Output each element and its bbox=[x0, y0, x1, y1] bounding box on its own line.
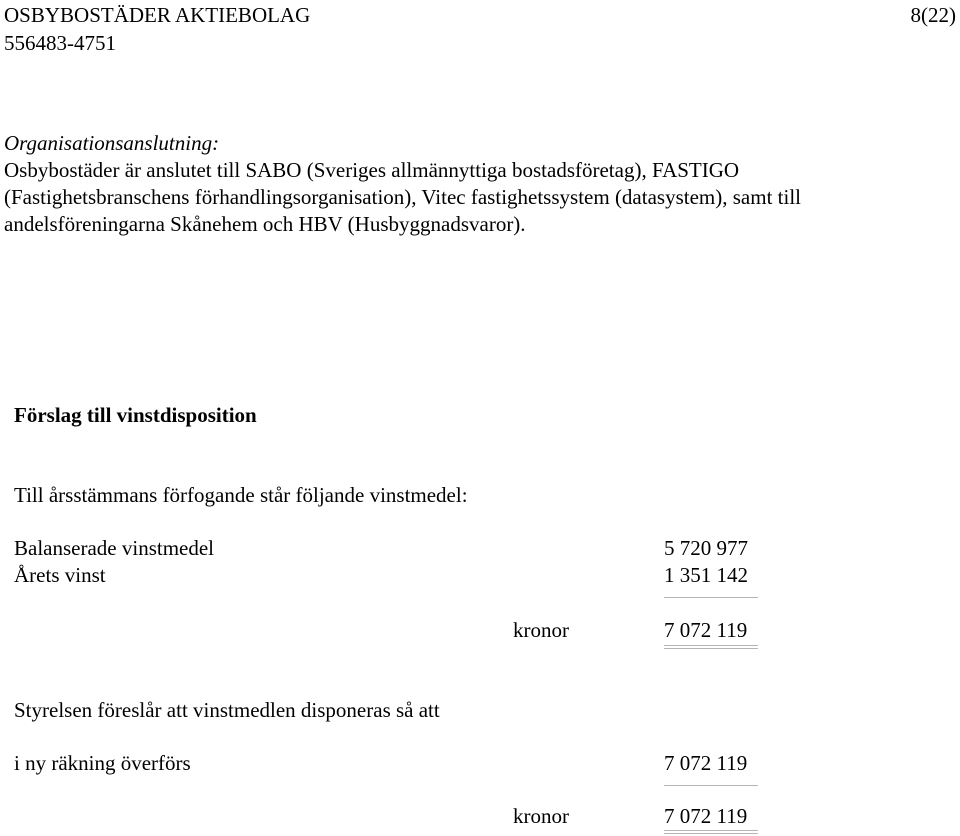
total-double-rule bbox=[664, 645, 758, 649]
item-amount: 1 351 142 bbox=[664, 563, 748, 587]
organisation-line: andelsföreningarna Skånehem och HBV (Husbyggnadsvaror). bbox=[4, 212, 526, 236]
disposition-sum-rule bbox=[664, 785, 758, 786]
total-amount: 7 072 119 bbox=[664, 618, 748, 642]
proposal-intro: Till årsstämmans förfogande står följande vinstmedel: bbox=[14, 483, 468, 507]
org-number: 556483-4751 bbox=[4, 31, 116, 55]
proposal-heading: Förslag till vinstdisposition bbox=[14, 403, 257, 427]
page-number: 8(22) bbox=[910, 3, 956, 27]
item-amount: 5 720 977 bbox=[664, 536, 748, 560]
sum-rule bbox=[664, 597, 758, 598]
disposition-total-double-rule bbox=[664, 830, 758, 834]
organisation-line: Osbybostäder är anslutet till SABO (Sveriges allmännyttiga bostadsföretag), FASTIGO bbox=[4, 158, 740, 182]
total-label: kronor bbox=[513, 618, 569, 642]
item-label: Årets vinst bbox=[14, 563, 106, 587]
company-name: OSBYBOSTÄDER AKTIEBOLAG bbox=[4, 3, 311, 27]
disposition-total-amount: 7 072 119 bbox=[664, 804, 748, 828]
disposition-intro: Styrelsen föreslår att vinstmedlen disponeras så att bbox=[14, 698, 440, 722]
disposition-item-label: i ny räkning överförs bbox=[14, 751, 191, 775]
organisation-heading: Organisationsanslutning: bbox=[4, 131, 220, 155]
disposition-item-amount: 7 072 119 bbox=[664, 751, 748, 775]
item-label: Balanserade vinstmedel bbox=[14, 536, 215, 560]
disposition-total-label: kronor bbox=[513, 804, 569, 828]
organisation-line: (Fastighetsbranschens förhandlingsorganisation), Vitec fastighetssystem (datasystem), samt till bbox=[4, 185, 801, 209]
